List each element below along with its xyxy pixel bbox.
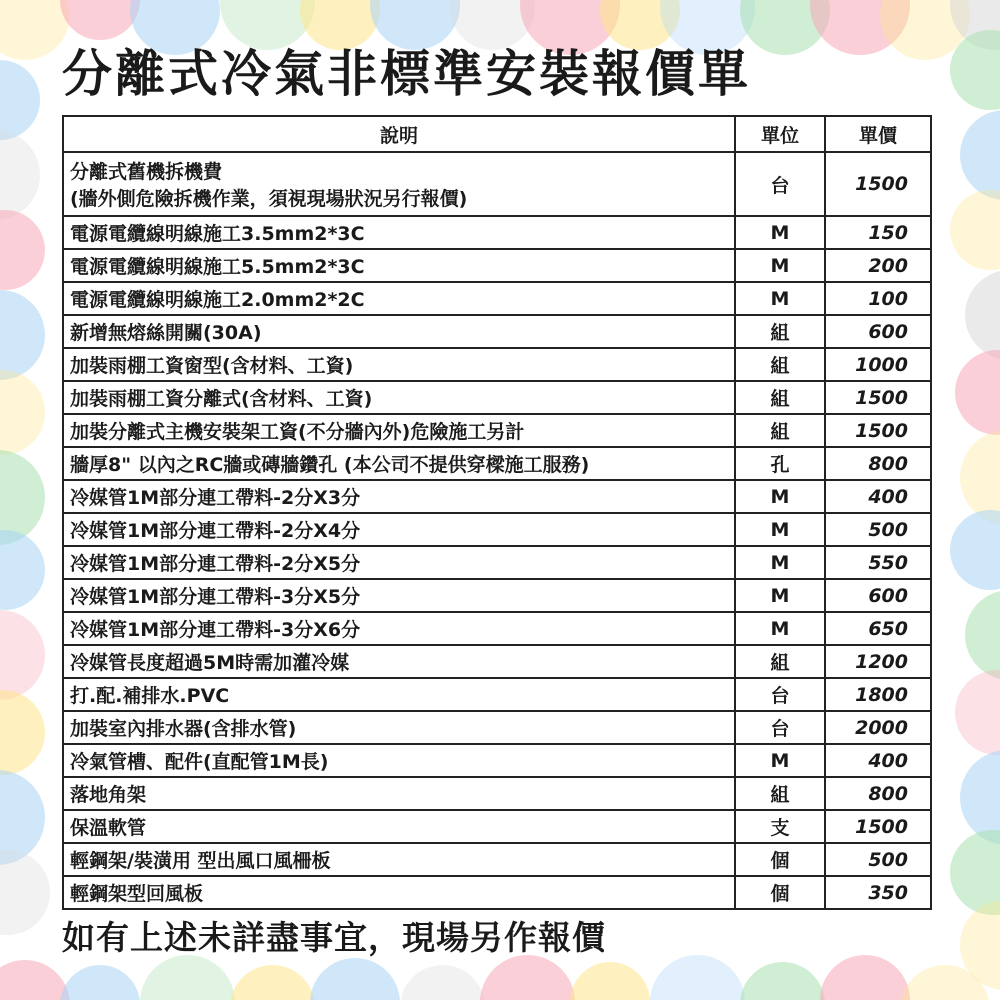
page-title: 分離式冷氣非標準安裝報價單 (62, 45, 751, 103)
header-price: 單價 (825, 116, 931, 152)
table-row (63, 249, 931, 282)
row-unit: 組 (735, 645, 825, 678)
decorative-dot (60, 965, 140, 1000)
decorative-dot (0, 530, 45, 610)
table-row (63, 744, 931, 777)
table-row (63, 777, 931, 810)
decorative-dot (60, 0, 140, 40)
row-unit: M (735, 480, 825, 513)
row-unit: M (735, 513, 825, 546)
price-table (62, 115, 932, 910)
decorative-dot (0, 130, 40, 220)
row-description: 冷媒管1M部分連工帶料-3分X6分 (63, 612, 735, 645)
row-unit: M (735, 612, 825, 645)
row-description: 加裝分離式主機安裝架工資(不分牆內外)危險施工另計 (63, 414, 735, 447)
decorative-dot (955, 670, 1000, 755)
decorative-dot (0, 0, 70, 60)
decorative-dot (740, 962, 825, 1000)
decorative-dot (950, 190, 1000, 270)
row-price: 400 (825, 480, 931, 513)
row-unit: 支 (735, 810, 825, 843)
table-row (63, 711, 931, 744)
row-description (63, 152, 735, 216)
decorative-dot (0, 60, 40, 140)
decorative-dot (0, 610, 45, 700)
row-unit: M (735, 216, 825, 249)
decorative-dot (570, 962, 650, 1000)
row-unit: 個 (735, 876, 825, 909)
decorative-dot (950, 510, 1000, 590)
decorative-dot (0, 850, 50, 935)
table-row (63, 348, 931, 381)
row-price: 1200 (825, 645, 931, 678)
row-price: 150 (825, 216, 931, 249)
row-price: 1500 (825, 381, 931, 414)
row-price: 2000 (825, 711, 931, 744)
row-unit: 台 (735, 678, 825, 711)
row-description: 冷媒管1M部分連工帶料-3分X5分 (63, 579, 735, 612)
decorative-dot (230, 965, 315, 1000)
table-row (63, 480, 931, 513)
decorative-dot (0, 210, 45, 290)
row-description: 電源電纜線明線施工5.5mm2*3C (63, 249, 735, 282)
decorative-dot (400, 965, 485, 1000)
header-description: 說明 (63, 116, 735, 152)
decorative-dot (140, 955, 235, 1000)
decorative-dot (0, 690, 45, 775)
row-description: 保溫軟管 (63, 810, 735, 843)
row-description: 冷媒管1M部分連工帶料-2分X5分 (63, 546, 735, 579)
row-price: 600 (825, 315, 931, 348)
row-description: 電源電纜線明線施工2.0mm2*2C (63, 282, 735, 315)
row-description: 加裝雨棚工資分離式(含材料、工資) (63, 381, 735, 414)
row-unit: M (735, 546, 825, 579)
table-row (63, 810, 931, 843)
row-description: 輕鋼架型回風板 (63, 876, 735, 909)
row-description: 打.配.補排水.PVC (63, 678, 735, 711)
row-price: 400 (825, 744, 931, 777)
footnote: 如有上述未詳盡事宜，現場另作報價 (62, 918, 606, 957)
table-row (63, 513, 931, 546)
row-unit: 組 (735, 777, 825, 810)
decorative-dot (960, 110, 1000, 200)
row-unit: 組 (735, 348, 825, 381)
row-price: 600 (825, 579, 931, 612)
row-description: 電源電纜線明線施工3.5mm2*3C (63, 216, 735, 249)
table-row (63, 216, 931, 249)
decorative-dot (0, 290, 45, 380)
row-unit: M (735, 579, 825, 612)
row-unit: M (735, 744, 825, 777)
table-row (63, 678, 931, 711)
decorative-dot (955, 350, 1000, 435)
row-price: 500 (825, 513, 931, 546)
table-row (63, 645, 931, 678)
table-header-row (63, 116, 931, 152)
row-price: 200 (825, 249, 931, 282)
table-row (63, 381, 931, 414)
row-unit: 組 (735, 381, 825, 414)
table-row (63, 447, 931, 480)
row-unit: 孔 (735, 447, 825, 480)
row-description: 冷媒管長度超過5M時需加灌冷媒 (63, 645, 735, 678)
table-row (63, 546, 931, 579)
row-price: 800 (825, 777, 931, 810)
row-unit: 個 (735, 843, 825, 876)
decorative-dot (965, 590, 1000, 680)
row-unit: M (735, 282, 825, 315)
row-description: 加裝室內排水器(含排水管) (63, 711, 735, 744)
row-description: 冷氣管槽、配件(直配管1M長) (63, 744, 735, 777)
row-description-line1: 分離式舊機拆機費 (70, 161, 223, 183)
decorative-dot (965, 270, 1000, 360)
header-unit: 單位 (735, 116, 825, 152)
row-description: 落地角架 (63, 777, 735, 810)
row-price: 650 (825, 612, 931, 645)
row-price: 350 (825, 876, 931, 909)
row-price: 100 (825, 282, 931, 315)
row-unit: 台 (735, 152, 825, 216)
table-row (63, 414, 931, 447)
table-row (63, 315, 931, 348)
row-price: 1500 (825, 414, 931, 447)
decorative-dot (650, 955, 745, 1000)
row-unit: 組 (735, 414, 825, 447)
row-unit: 組 (735, 315, 825, 348)
row-price: 1500 (825, 152, 931, 216)
row-description: 牆厚8" 以內之RC牆或磚牆鑽孔 (本公司不提供穿樑施工服務) (63, 447, 735, 480)
decorative-dot (310, 958, 400, 1000)
table-row (63, 282, 931, 315)
decorative-dot (480, 955, 575, 1000)
decorative-dot (820, 955, 910, 1000)
decorative-dot (0, 960, 70, 1000)
row-description: 冷媒管1M部分連工帶料-2分X4分 (63, 513, 735, 546)
row-unit: 台 (735, 711, 825, 744)
table-row (63, 843, 931, 876)
table-row (63, 612, 931, 645)
row-price: 550 (825, 546, 931, 579)
row-description-line2: (牆外側危險拆機作業，須視現場狀況另行報價) (70, 188, 468, 210)
row-price: 1500 (825, 810, 931, 843)
decorative-dot (0, 370, 45, 455)
row-unit: M (735, 249, 825, 282)
row-description: 冷媒管1M部分連工帶料-2分X3分 (63, 480, 735, 513)
table-row (63, 876, 931, 909)
row-price: 1000 (825, 348, 931, 381)
table-row (63, 579, 931, 612)
row-description: 新增無熔絲開關(30A) (63, 315, 735, 348)
table-row (63, 152, 931, 216)
row-description: 加裝雨棚工資窗型(含材料、工資) (63, 348, 735, 381)
row-price: 800 (825, 447, 931, 480)
row-price: 500 (825, 843, 931, 876)
row-price: 1800 (825, 678, 931, 711)
row-description: 輕鋼架/裝潢用 型出風口風柵板 (63, 843, 735, 876)
